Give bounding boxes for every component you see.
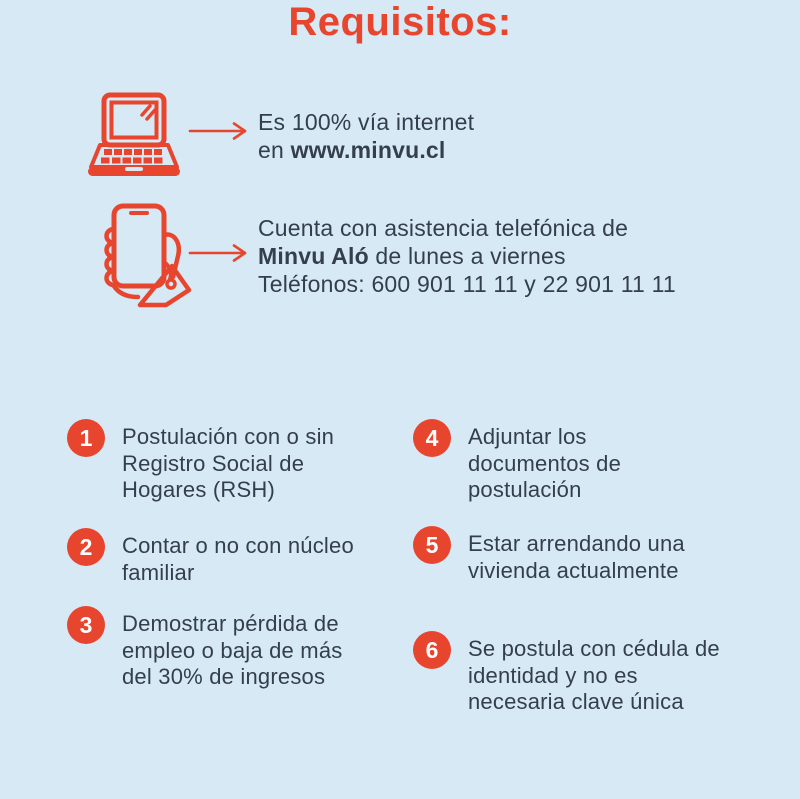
- internet-info: [258, 108, 474, 164]
- phone-line2: Minvu Aló de lunes a viernes: [258, 243, 566, 269]
- number-badge-5: 5: [413, 526, 451, 564]
- arrow-right-icon: [188, 120, 250, 142]
- requirement-item-6: [413, 631, 723, 716]
- requirement-item-4: [413, 419, 643, 504]
- requirement-text-4: Adjuntar los documentos de postulación: [468, 424, 622, 502]
- phone-info: [258, 214, 676, 298]
- number-badge-4: 4: [413, 419, 451, 457]
- requirement-text-6: Se postula con cédula de identidad y no es necesaria clave única: [468, 636, 720, 714]
- requirements-title: Requisitos:: [288, 0, 512, 44]
- requirement-item-5: [413, 526, 733, 584]
- number-badge-1: 1: [67, 419, 105, 457]
- requirement-text-1: Postulación con o sin Registro Social de Hogares (RSH): [122, 424, 335, 502]
- minvu-alo-label: Minvu Aló: [258, 243, 369, 269]
- requirement-item-3: [67, 606, 360, 691]
- phone-in-hand-icon: [92, 202, 192, 310]
- minvu-url: www.minvu.cl: [290, 137, 446, 163]
- requirement-text-5: Estar arrendando una vivienda actualmente: [468, 531, 685, 583]
- requirement-item-2: [67, 528, 377, 586]
- requirement-item-1: [67, 419, 352, 504]
- internet-line2: en www.minvu.cl: [258, 137, 446, 163]
- requirement-text-2: Contar o no con núcleo familiar: [122, 533, 354, 585]
- phone-line1: Cuenta con asistencia telefónica de: [258, 215, 629, 241]
- number-badge-3: 3: [67, 606, 105, 644]
- number-badge-6: 6: [413, 631, 451, 669]
- phone-numbers: Teléfonos: 600 901 11 11 y 22 901 11 11: [258, 271, 676, 297]
- internet-line1: Es 100% vía internet: [258, 109, 475, 135]
- arrow-right-icon: [188, 242, 250, 264]
- requirement-text-3: Demostrar pérdida de empleo o baja de más del 30% de ingresos: [122, 611, 343, 689]
- number-badge-2: 2: [67, 528, 105, 566]
- laptop-icon: [88, 92, 188, 184]
